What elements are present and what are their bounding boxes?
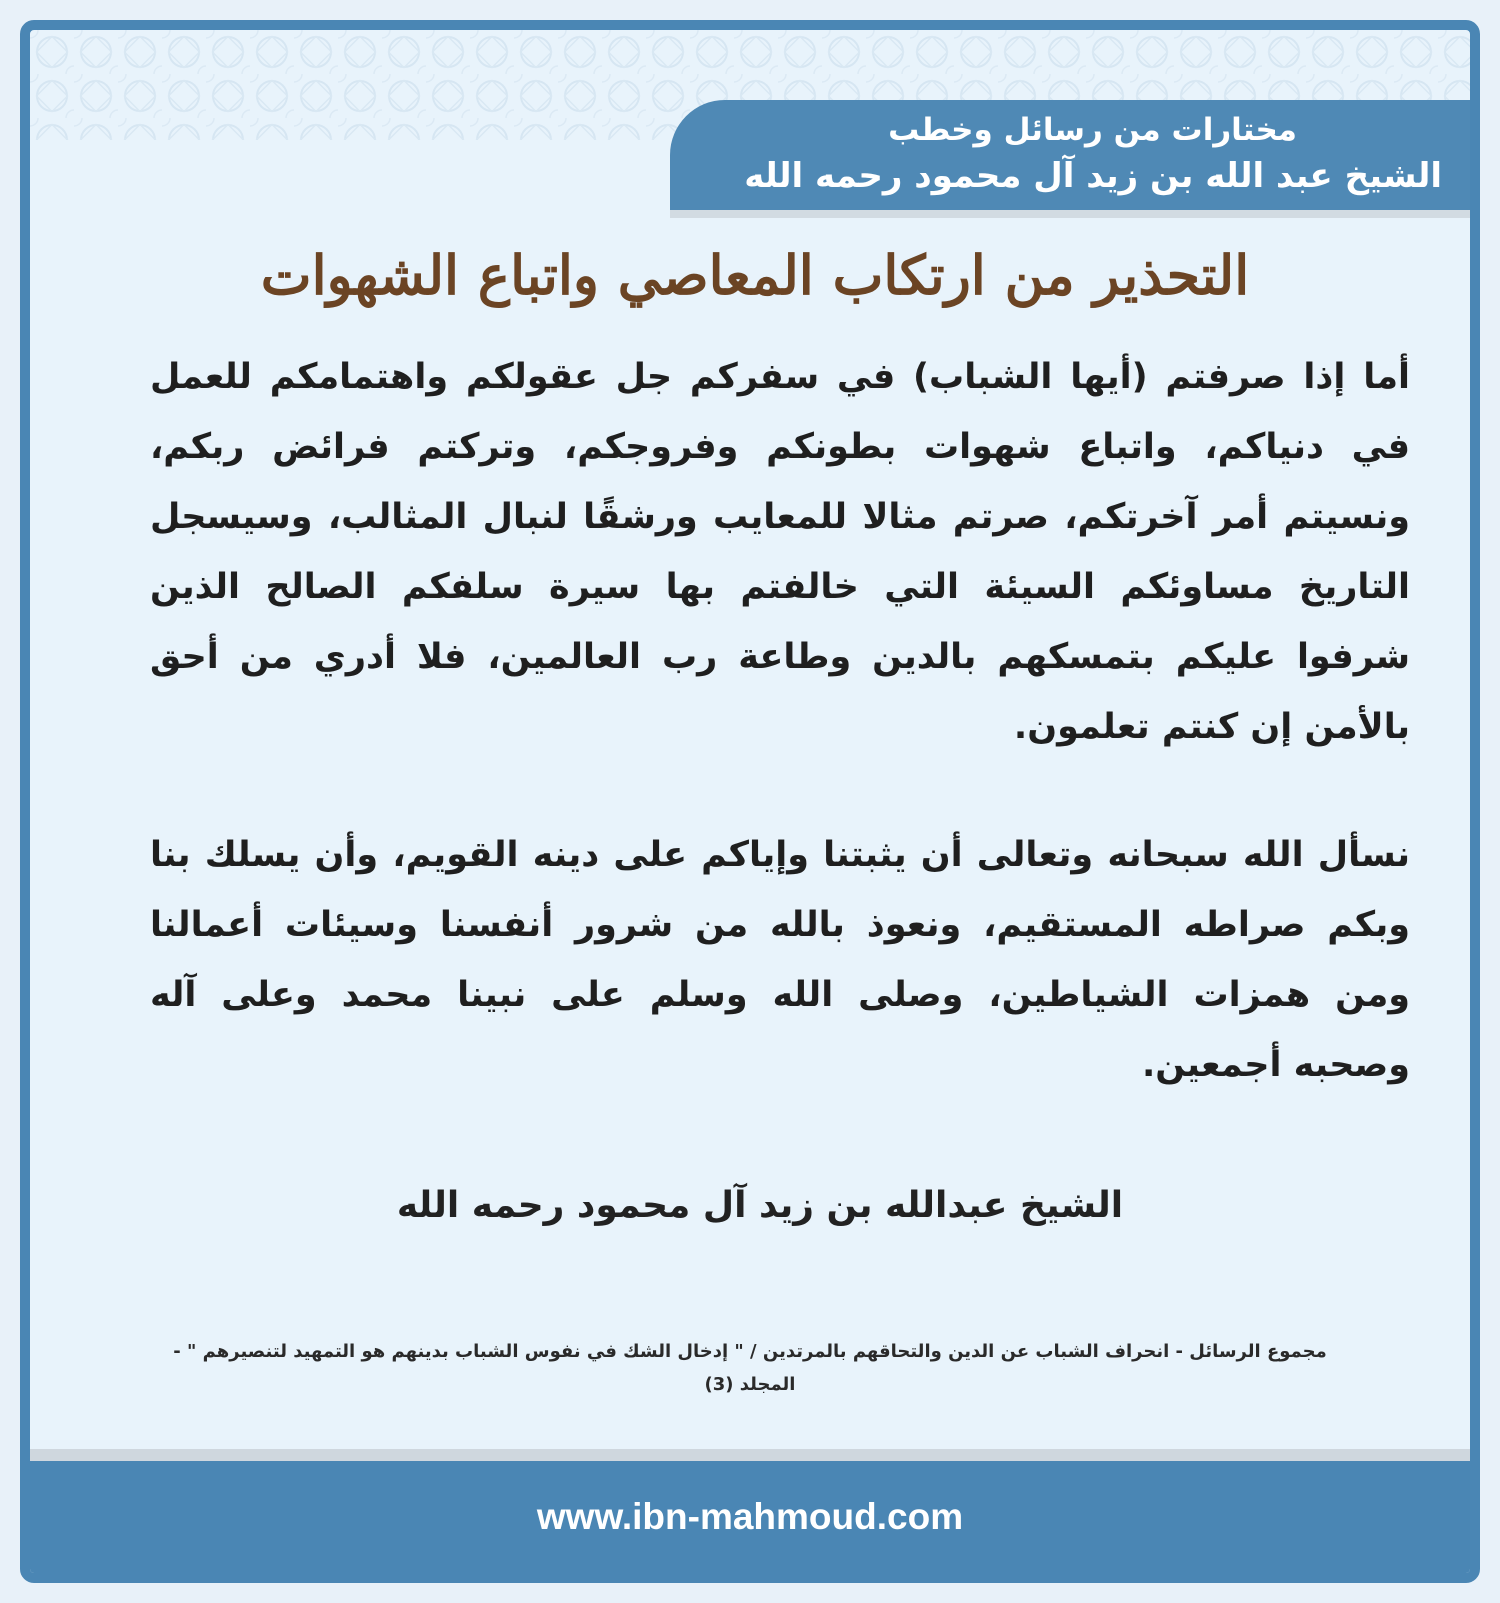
article-title: التحذير من ارتكاب المعاصي واتباع الشهوات: [260, 243, 1250, 307]
signature: الشيخ عبدالله بن زيد آل محمود رحمه الله: [396, 1185, 1124, 1226]
footer-divider: [30, 1449, 1470, 1461]
website-link[interactable]: www.ibn-mahmoud.com: [536, 1496, 964, 1537]
source-citation: مجموع الرسائل - انحراف الشباب عن الدين والتحاقهم بالمرتدين / " إدخال الشك في نفوس الشباب بدينهم هو التمهيد لتنصيرهم " - المجلد (3): [173, 1341, 1327, 1395]
body-paragraph-2: نسأل الله سبحانه وتعالى أن يثبتنا وإياكم على دينه القويم، وأن يسلك بنا وبكم صراطه المستقيم، ونعوذ بالله من شرور أنفسنا وسيئات أعمالنا ومن همزات الشياطين، وصلى الله وسلم على نبينا محمد وعلى آله وصحبه أجمعين.: [150, 835, 1410, 1085]
series-title: مختارات من رسائل وخطب: [888, 112, 1297, 148]
body-paragraph-1: أما إذا صرفتم (أيها الشباب) في سفركم جل عقولكم واهتمامكم للعمل في دنياكم، واتباع شهوات بطونكم وفروجكم، وتركتم فرائض ربكم، ونسيتم أمر آخرتكم، صرتم مثالا للمعايب ورشقًا لنبال المثالب، وسيسجل التاريخ مساوئكم السيئة التي خالفتم بها سيرة سلفكم الصالح الذين شرفوا عليكم بتمسكهم بالدين وطاعة رب العالمين، فلا أدري من أحق بالأمن إن كنتم تعلمون.: [150, 357, 1410, 747]
article-card: [20, 20, 1480, 1583]
footer-bar: [30, 1461, 1470, 1573]
header-banner: [670, 100, 1470, 210]
author-name: الشيخ عبد الله بن زيد آل محمود رحمه الله: [744, 156, 1442, 196]
